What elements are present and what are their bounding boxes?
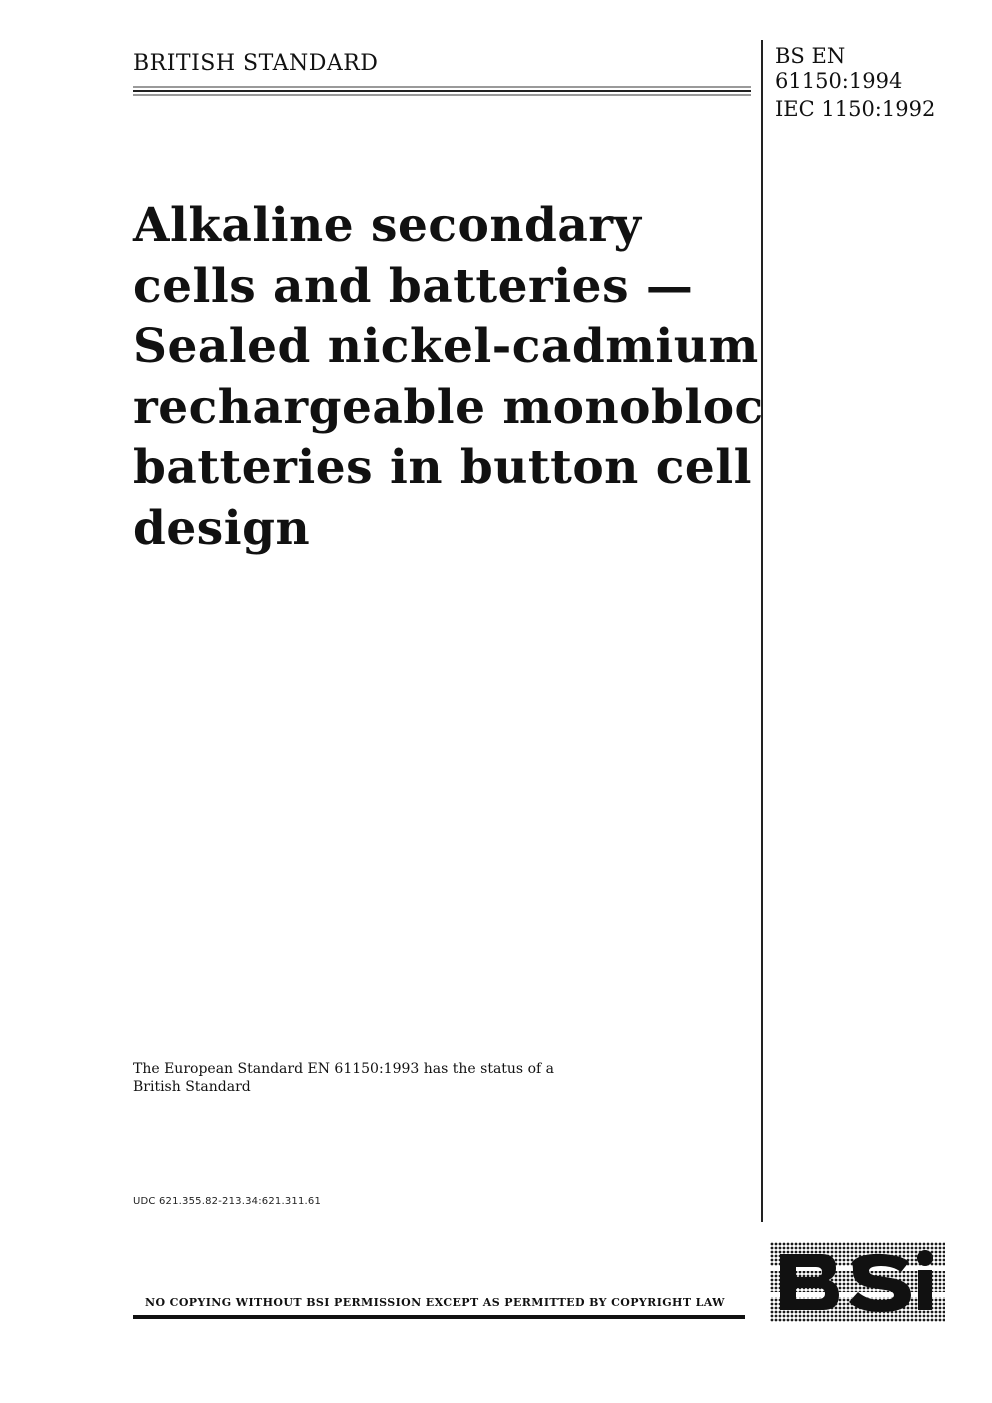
iec-number: IEC 1150:1992 <box>775 97 936 121</box>
status-note-line1: The European Standard EN 61150:1993 has the status of a <box>133 1061 554 1077</box>
title-line: design <box>133 500 311 556</box>
standard-number-block <box>775 44 935 122</box>
bsi-logo <box>770 1242 945 1322</box>
document-type-label: BRITISH STANDARD <box>133 51 379 76</box>
title-line: Alkaline secondary <box>133 198 642 253</box>
header-rule <box>133 86 751 98</box>
status-note <box>133 1060 613 1096</box>
title-line: Sealed nickel-cadmium <box>133 319 759 374</box>
footer-rule <box>133 1315 745 1319</box>
title-line: rechargeable monobloc <box>133 379 764 435</box>
copyright-notice: NO COPYING WITHOUT BSI PERMISSION EXCEPT AS PERMITTED BY COPYRIGHT LAW <box>145 1296 725 1309</box>
title-line: batteries in button cell <box>133 440 752 495</box>
title-line: cells and batteries — <box>133 258 694 314</box>
bs-en-number-line2: 61150:1994 <box>775 69 903 93</box>
udc-classification: UDC 621.355.82-213.34:621.311.61 <box>133 1196 322 1207</box>
document-title <box>133 196 773 559</box>
bs-en-number-line1: BS EN <box>775 44 846 68</box>
status-note-line2: British Standard <box>133 1079 251 1095</box>
